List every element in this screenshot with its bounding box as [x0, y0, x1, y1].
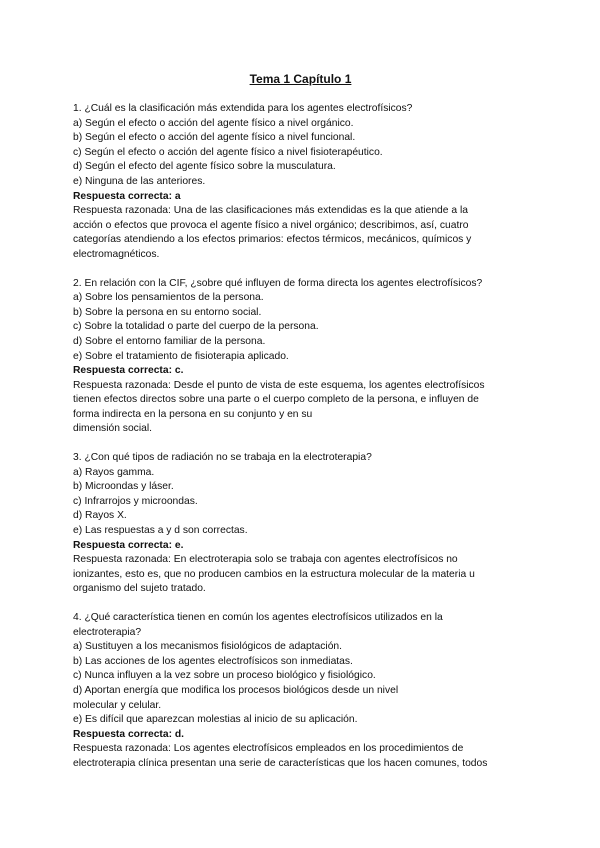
page-title: Tema 1 Capítulo 1: [249, 72, 352, 86]
option-d: d) Sobre el entorno familiar de la persona.: [73, 335, 266, 347]
question-text: 2. En relación con la CIF, ¿sobre qué influyen de forma directa los agentes electrofísicos?: [73, 277, 483, 289]
option-d-cont: molecular y celular.: [73, 699, 162, 711]
reason-line: forma indirecta en la persona en su conjunto y en su: [73, 408, 313, 420]
reason-line: Respuesta razonada: Desde el punto de vista de este esquema, los agentes electrofísicos: [73, 379, 485, 391]
option-d: d) Aportan energía que modifica los procesos biológicos desde un nivel: [73, 684, 399, 696]
reason-line: Respuesta razonada: En electroterapia solo se trabaja con agentes electrofísicos no: [73, 554, 458, 566]
option-b: b) Según el efecto o acción del agente físico a nivel funcional.: [73, 132, 356, 144]
question-text: 3. ¿Con qué tipos de radiación no se trabaja en la electroterapia?: [73, 452, 372, 464]
option-a: a) Sobre los pensamientos de la persona.: [73, 292, 264, 304]
reason-line: Respuesta razonada: Una de las clasificaciones más extendidas es la que atiende a la: [73, 205, 468, 217]
question-text: 1. ¿Cuál es la clasificación más extendida para los agentes electrofísicos?: [73, 103, 413, 114]
option-e: e) Sobre el tratamiento de fisioterapia aplicado.: [73, 350, 289, 362]
question-block-2: [73, 277, 528, 438]
question-text: 4. ¿Qué característica tienen en común los agentes electrofísicos utilizados en la: [73, 612, 443, 623]
reason-line: categorías atendiendo a los efectos primarios: efectos térmicos, mecánicos, químicos y: [73, 234, 472, 246]
option-d: d) Según el efecto del agente físico sobre la musculatura.: [73, 161, 336, 173]
option-c: c) Sobre la totalidad o parte del cuerpo de la persona.: [73, 321, 319, 333]
reason-line: acción o efectos que provoca el agente físico a nivel orgánico; describimos, así, cuatro: [73, 219, 469, 231]
option-e: e) Es difícil que aparezcan molestias al inicio de su aplicación.: [73, 714, 358, 726]
correct-answer: Respuesta correcta: a: [73, 190, 181, 202]
question-text-cont: electroterapia?: [73, 626, 142, 638]
correct-answer: Respuesta correcta: d.: [73, 728, 185, 740]
correct-answer: Respuesta correcta: c.: [73, 365, 184, 377]
option-c: c) Según el efecto o acción del agente físico a nivel fisioterapéutico.: [73, 146, 383, 158]
reason-line: tienen efectos directos sobre una parte o el cuerpo completo de la persona, e influyen de: [73, 394, 479, 406]
option-c: c) Infrarrojos y microondas.: [73, 495, 198, 507]
option-c: c) Nunca influyen a la vez sobre un proceso biológico y fisiológico.: [73, 670, 376, 682]
reason-line: Respuesta razonada: Los agentes electrofísicos empleados en los procedimientos de: [73, 743, 464, 755]
reason-line: organismo del sujeto tratado.: [73, 583, 206, 595]
option-d: d) Rayos X.: [73, 510, 127, 522]
question-block-3: [73, 451, 528, 597]
reason-line: dimensión social.: [73, 423, 152, 435]
option-a: a) Rayos gamma.: [73, 466, 155, 478]
reason-line: electromagnéticos.: [73, 248, 160, 260]
option-a: a) Según el efecto o acción del agente físico a nivel orgánico.: [73, 117, 354, 129]
reason-line: ionizantes, esto es, que no producen cambios en la estructura molecular de la materia u: [73, 568, 475, 580]
option-e: e) Las respuestas a y d son correctas.: [73, 525, 248, 537]
question-block-1: [73, 102, 528, 263]
option-b: b) Microondas y láser.: [73, 481, 174, 493]
option-e: e) Ninguna de las anteriores.: [73, 175, 206, 187]
correct-answer: Respuesta correcta: e.: [73, 539, 184, 551]
reason-line: electroterapia clínica presentan una serie de características que los hacen comunes, todos: [73, 757, 488, 769]
question-block-4: [73, 611, 528, 772]
option-b: b) Las acciones de los agentes electrofísicos son inmediatas.: [73, 655, 353, 667]
option-b: b) Sobre la persona en su entorno social.: [73, 306, 262, 318]
option-a: a) Sustituyen a los mecanismos fisiológicos de adaptación.: [73, 641, 343, 653]
